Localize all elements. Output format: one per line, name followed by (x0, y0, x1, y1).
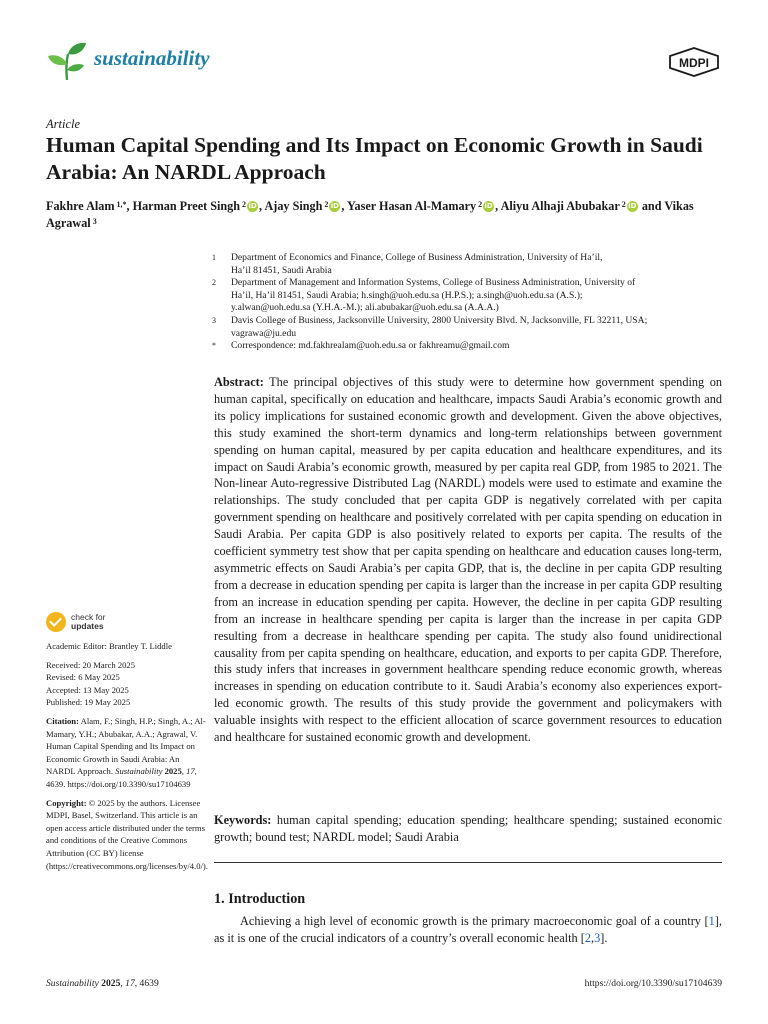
citation-journal: Sustainability (115, 766, 163, 777)
affiliation-line: Davis College of Business, Jacksonville University, 2800 University Blvd. N, Jacksonville, FL 32211, USA; (231, 314, 648, 326)
section-heading-introduction: 1. Introduction (214, 891, 306, 907)
author-affiliation-mark: 2 (242, 200, 247, 209)
revised-date: Revised: 6 May 2025 (46, 672, 120, 683)
copyright-text: © 2025 by the authors. Licensee MDPI, Basel, Switzerland. This article is an open access article distributed under the terms and conditions of the Creative Commons Attribution (CC BY) license (https://creativecommons.org/licenses/by/4.0/). (46, 797, 208, 871)
published-date: Published: 19 May 2025 (46, 697, 131, 708)
affiliation-text (231, 252, 602, 277)
accepted-date: Accepted: 13 May 2025 (46, 684, 129, 695)
affiliation-line: Ha’il, Ha’il 81451, Saudi Arabia; h.singh@uoh.edu.sa (H.P.S.); a.singh@uoh.edu.sa (A.S.); (231, 289, 583, 301)
author-affiliation-mark: 1,* (116, 200, 127, 209)
copyright-block (46, 797, 206, 873)
academic-editor: Academic Editor: Brantley T. Liddle (46, 641, 172, 651)
affiliation-mark: 2 (212, 278, 216, 288)
author-affiliation-mark: 2 (478, 200, 483, 209)
orcid-icon[interactable]: iD (628, 201, 637, 210)
affiliation-text (231, 277, 635, 315)
author-affiliation-mark: 3 (92, 217, 97, 226)
article-title: Human Capital Spending and Its Impact on Economic Growth in Saudi Arabia: An NARDL Approach (46, 133, 703, 184)
author-name: Aliyu Alhaji Abubakar (500, 199, 620, 213)
affiliation-text (231, 340, 509, 353)
affiliation-line: Correspondence: md.fakhrealam@uoh.edu.sa or fakhreamu@gmail.com (231, 340, 510, 352)
abstract-text: The principal objectives of this study were to determine how government spending on human capital, specifically on education and healthcare, impacts Saudi Arabia’s economic growth and its policy implications for sustained economic growth and development. Given the above objectives, this study examined the short-term dynamics and long-term relationships between government spending on human capital, measured by per capita education and healthcare expenditures, and its impact on Saudi Arabia’s economic growth, measured by per capita real GDP, from 1985 to 2021. The Non-linear Auto-regressive Distributed Lag (NARDL) models were used to estimate and examine the relationships. The study concluded that per capita GDP is negatively correlated with per capita government spending on healthcare and positively correlated with per capita spending on education in Saudi Arabia. Per capita GDP is also positively related to exports per capita. The results of the coefficient symmetry test show that per capita spending on healthcare and education causes long-term, asymmetric effects on Saudi Arabia’s per capita GDP, that is, the decline in per capita GDP resulting from a decrease in education spending per capita is larger than the increase in per capita GDP resulting from an increase in education spending per capita. However, the decline in per capita GDP resulting from an increase in healthcare spending per capita is larger than the increase in per capita GDP resulting from a decrease in healthcare spending per capita. The study also found unidirectional causality from per capita spending on healthcare, education, and exports to per capita GDP. Therefore, this study infers that increases in government healthcare spending reduce economic growth, whereas increases in spending on education contribute to it. Saudi Arabia’s economy also experiences export-led economic growth. The results of this study provide the government and policymakers with valuable insights with respect to the efficient allocation of scarce government resources to education and healthcare for sustained economic growth and development. (214, 375, 722, 745)
affiliation-item (212, 340, 732, 353)
author-affiliation-mark: 2 (324, 200, 329, 209)
mdpi-logo (668, 47, 720, 77)
affiliation-line: Department of Economics and Finance, College of Business Administration, University of Ha’il, (231, 252, 603, 263)
author-name: Ajay Singh (264, 199, 323, 213)
affiliations (212, 252, 732, 353)
affiliation-text (231, 315, 647, 340)
citation-block: Citation: Alam, F.; Singh, H.P.; Singh, A.; Al-Mamary, Y.H.; Abubakar, A.A.; Agrawal, V. Human Capital Spending and Its Impact on Economic Growth in Saudi Arabia: An NARDL Approach. Sustainability 2025, 17, 4639. https://doi.org/10.3390/su17104639 (46, 715, 206, 789)
citation-text: Alam, F.; Singh, H.P.; Singh, A.; Al-Mamary, Y.H.; Abubakar, A.A.; Agrawal, V. Human Capital Spending and Its Impact on Economic Growth in Saudi Arabia: An NARDL Approach. (46, 715, 206, 777)
check-for-updates-button[interactable] (46, 612, 106, 632)
citation-link-3[interactable]: 3 (594, 931, 601, 945)
keywords-text: human capital spending; education spending; healthcare spending; sustained economic growth; bound test; NARDL model; Saudi Arabia (214, 813, 722, 844)
intro-text-part: Achieving a high level of economic growth is the primary macroeconomic goal of a country [ (240, 914, 709, 928)
section-divider (214, 862, 722, 863)
author-name: Vikas Agrawal (46, 199, 694, 230)
intro-text-comma: , (590, 931, 595, 945)
affiliation-mark: * (212, 341, 216, 351)
affiliation-line: Department of Management and Information Systems, College of Business Administration, University of (231, 277, 636, 289)
article-info-sidebar (46, 640, 206, 872)
footer-citation: Sustainability 2025, 17, 4639 (46, 978, 159, 989)
orcid-icon[interactable]: iD (330, 201, 339, 210)
keywords-label: Keywords: (214, 813, 272, 827)
citation-link-2[interactable]: 2 (584, 931, 591, 945)
keywords (214, 812, 722, 846)
checkmark-icon (46, 612, 66, 632)
article-type: Article (46, 117, 81, 131)
affiliation-item (212, 277, 732, 315)
received-date: Received: 20 March 2025 (46, 659, 136, 670)
abstract (214, 374, 722, 746)
check-for-updates-label (71, 613, 106, 631)
footer-volume: 17 (125, 978, 135, 989)
svg-text:MDPI: MDPI (679, 56, 709, 70)
check-updates-line2: updates (71, 621, 104, 631)
citation-doi[interactable]: , 4639. https://doi.org/10.3390/su17104639 (46, 766, 197, 789)
author-name: Fakhre Alam (46, 199, 115, 213)
author-name: Harman Preet Singh (132, 199, 241, 213)
abstract-label: Abstract: (214, 375, 264, 389)
affiliation-mark: 1 (212, 253, 216, 262)
citation-label: Citation: (46, 715, 79, 726)
author-affiliation-mark: 2 (621, 200, 626, 209)
check-updates-line1: check for (71, 612, 106, 622)
affiliation-line: vagrawa@ju.edu (231, 327, 297, 339)
journal-name: sustainability (94, 46, 210, 70)
intro-text-part: ], as it is one of the crucial indicators of a country’s overall economic health [ (214, 914, 722, 945)
footer-article-number: , 4639 (134, 978, 159, 989)
orcid-icon[interactable]: iD (248, 201, 257, 210)
footer-doi-link[interactable]: https://doi.org/10.3390/su17104639 (584, 978, 722, 989)
affiliation-mark: 3 (212, 315, 216, 325)
intro-paragraph (214, 913, 722, 947)
intro-text-part: ]. (600, 931, 608, 945)
affiliation-item (212, 315, 732, 340)
author-list: Fakhre Alam $^{1,*}$, Harman Preet Singh $^2$ iD , Ajay Singh $^2$ iD , Yaser Hasan Al-Mamary $^2$ iD , Aliyu Alhaji Abubakar $^2$ iD and Vikas Agrawal $^3$ (46, 199, 694, 230)
affiliation-line: y.alwan@uoh.edu.sa (Y.H.A.-M.); ali.abubakar@uoh.edu.sa (A.A.A.) (231, 302, 499, 314)
affiliation-line: Ha’il 81451, Saudi Arabia (231, 264, 332, 276)
sustainability-leaf-logo (46, 40, 88, 82)
footer-year: 2025 (101, 978, 121, 989)
citation-volume: 17 (186, 766, 195, 777)
copyright-label: Copyright: (46, 797, 87, 808)
orcid-icon[interactable]: iD (484, 201, 493, 210)
author-name: Yaser Hasan Al-Mamary (347, 199, 477, 213)
affiliation-item (212, 252, 732, 277)
footer-journal: Sustainability (46, 978, 99, 989)
citation-year: 2025 (164, 766, 182, 777)
citation-link-1[interactable]: 1 (708, 914, 715, 928)
